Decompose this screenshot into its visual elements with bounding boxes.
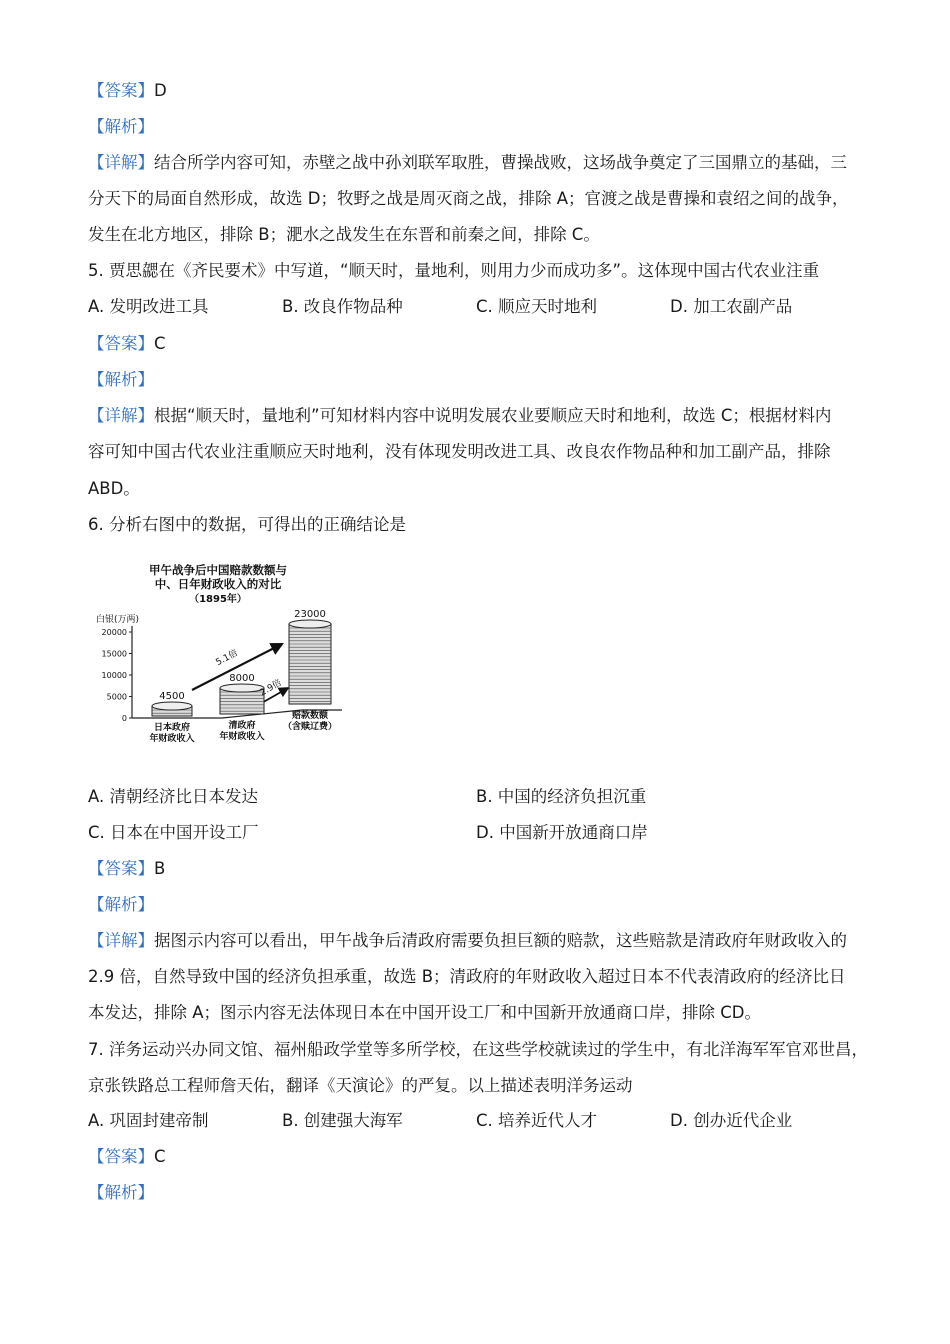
category-label: 年财政收入 (219, 732, 265, 742)
answer-value: D (154, 81, 167, 100)
coin-stack-bar (152, 702, 192, 716)
detail-line: 分天下的局面自然形成，故选 D；牧野之战是周灭商之战，排除 A；官渡之战是曹操和袁绍之间的战争， (88, 189, 849, 208)
y-tick-label: 5000 (106, 692, 127, 702)
q5-option-a: A. 发明改进工具 (88, 297, 209, 316)
detail-line: 发生在北方地区，排除 B；淝水之战发生在东晋和前秦之间，排除 C。 (88, 225, 600, 244)
category-label: 日本政府 (153, 723, 191, 733)
detail-line (88, 930, 847, 952)
q5-option-c: C. 顺应天时地利 (476, 297, 598, 316)
analysis-tag: 【解析】 (88, 895, 154, 914)
q7-option-c: C. 培养近代人才 (476, 1111, 598, 1130)
bar-top (220, 684, 264, 692)
analysis-tag: 【解析】 (88, 370, 154, 389)
answer-tag: 【答案】 (88, 81, 154, 100)
bar-top (152, 702, 192, 710)
y-tick-label: 0 (121, 714, 127, 723)
question-6-stem: 6. 分析右图中的数据，可得出的正确结论是 (88, 515, 406, 534)
category-label: 清政府 (228, 721, 256, 731)
detail-tag: 【详解】 (88, 406, 154, 425)
answer-line (88, 80, 167, 102)
category-label: 年财政收入 (149, 734, 195, 744)
ratio-annotation: 2.9倍 (258, 678, 284, 699)
answer-value: C (154, 334, 166, 353)
q6-option-b: B. 中国的经济负担沉重 (476, 787, 647, 806)
q6-option-a: A. 清朝经济比日本发达 (88, 787, 258, 806)
chart-y-label: 白银(万两) (96, 615, 140, 625)
answer-line (88, 333, 166, 355)
chart-title-line: 中、日年财政收入的对比 (154, 577, 282, 591)
detail-text: 根据“顺天时，量地利”可知材料内容中说明发展农业要顺应天时和地利，故选 C；根据材料内 (154, 406, 832, 425)
question-7-stem: 7. 洋务运动兴办同文馆、福州船政学堂等多所学校，在这些学校就读过的学生中，有北洋海军军官邓世昌， (88, 1040, 868, 1059)
detail-line: ABD。 (88, 479, 140, 498)
category-label: 赔款数额 (291, 711, 329, 721)
answer-value: C (154, 1147, 166, 1166)
bar-value-label: 8000 (229, 673, 255, 684)
category-label: （含赎辽费） (282, 722, 338, 732)
y-tick-label: 10000 (101, 671, 127, 680)
detail-line: 本发达，排除 A；图示内容无法体现日本在中国开设工厂和中国新开放通商口岸，排除 CD。 (88, 1003, 762, 1022)
y-tick-label: 20000 (101, 628, 127, 637)
coin-stack-bar (220, 684, 264, 714)
bar-value-label: 23000 (294, 609, 326, 620)
answer-tag: 【答案】 (88, 334, 154, 353)
q7-option-a: A. 巩固封建帝制 (88, 1111, 209, 1130)
y-tick-label: 15000 (101, 649, 127, 659)
detail-line: 2.9 倍，自然导致中国的经济负担承重，故选 B；清政府的年财政收入超过日本不代表清政府的经济比日 (88, 967, 846, 986)
answer-line (88, 1146, 166, 1168)
detail-text: 结合所学内容可知，赤壁之战中孙刘联军取胜，曹操战败，这场战争奠定了三国鼎立的基础，三 (154, 153, 847, 172)
q5-option-b: B. 改良作物品种 (282, 297, 403, 316)
answer-value: B (154, 859, 166, 878)
bar-value-label: 4500 (159, 691, 185, 702)
answer-line (88, 858, 165, 880)
chart-title-line: 甲午战争后中国赔款数额与 (149, 563, 287, 577)
indemnity-chart (92, 556, 362, 756)
q5-option-d: D. 加工农副产品 (670, 297, 793, 316)
q7-option-b: B. 创建强大海军 (282, 1111, 403, 1130)
detail-line (88, 152, 847, 174)
detail-tag: 【详解】 (88, 931, 154, 950)
answer-tag: 【答案】 (88, 859, 154, 878)
answer-tag: 【答案】 (88, 1147, 154, 1166)
q6-option-c: C. 日本在中国开设工厂 (88, 823, 259, 842)
detail-line: 容可知中国古代农业注重顺应天时地利，没有体现发明改进工具、改良农作物品种和加工副产品，排除 (88, 442, 831, 461)
q6-option-d: D. 中国新开放通商口岸 (476, 823, 648, 842)
detail-tag: 【详解】 (88, 153, 154, 172)
bar-top (289, 620, 331, 628)
question-7-stem: 京张铁路总工程师詹天佑，翻译《天演论》的严复。以上描述表明洋务运动 (88, 1076, 633, 1095)
analysis-tag: 【解析】 (88, 117, 154, 136)
chart-ticks (102, 628, 132, 723)
detail-line (88, 405, 831, 427)
ratio-annotation: 5.1倍 (214, 648, 240, 669)
question-5-stem: 5. 贾思勰在《齐民要术》中写道，“顺天时，量地利，则用力少而成功多”。这体现中国古代农业注重 (88, 261, 820, 280)
q7-option-d: D. 创办近代企业 (670, 1111, 793, 1130)
chart-title-line: （1895年） (189, 594, 247, 605)
analysis-tag: 【解析】 (88, 1183, 154, 1202)
coin-stack-bar (289, 620, 331, 704)
detail-text: 据图示内容可以看出，甲午战争后清政府需要负担巨额的赔款，这些赔款是清政府年财政收入的 (154, 931, 847, 950)
